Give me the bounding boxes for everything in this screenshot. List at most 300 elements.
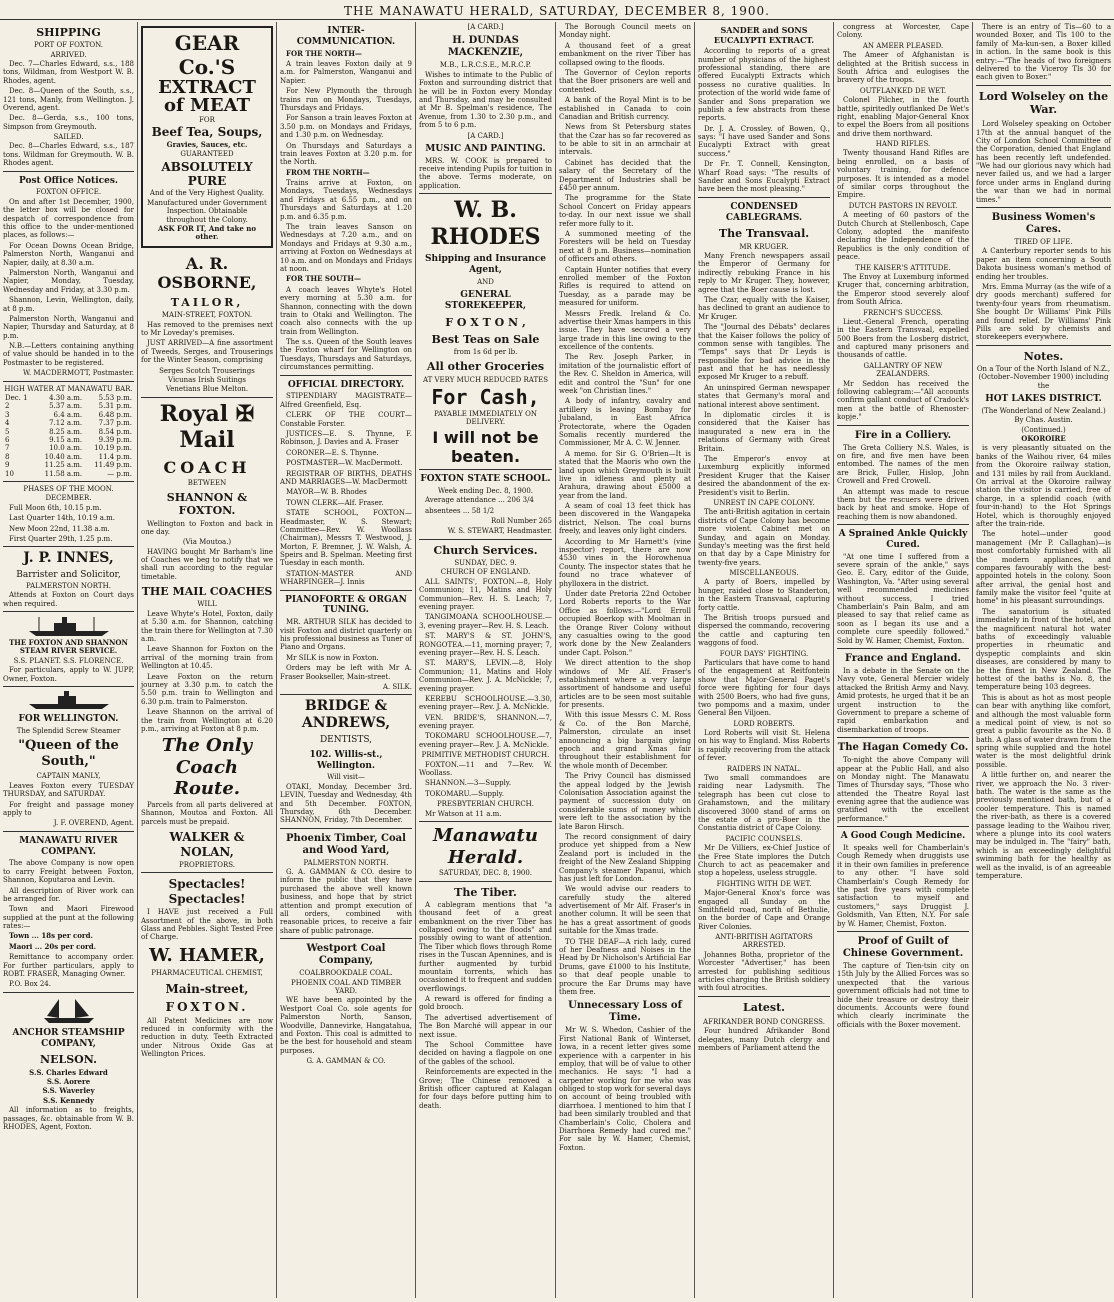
news-item: With this issue Messrs C. M. Ross & Co. of the Bon Marché, Palmerston, circulate an inset announcing a big bargain giving epoch and grand Xmas fair throughout their establishment for the whole month of December. xyxy=(559,711,691,770)
continued: (Continued.) xyxy=(1021,425,1066,434)
tide-row xyxy=(3,470,134,478)
cable-text: Lord Roberts will visit St. Helena on his way to England. Miss Roberts is rapidly recovering from the attack of fever. xyxy=(698,729,830,763)
outflanked-heading: OUTFLANKED DE WET. xyxy=(859,86,947,95)
news-item: A seam of coal 13 feet thick has been discovered in the Wangapeka district, Nelson. The coal burns freely, and leaves only light cinders. xyxy=(559,502,691,536)
service-entry: ALL SAINTS', FOXTON.—8, Holy Communion; 11, Matins and Holy Communion—Rev. H. S. Leach; 7, evening prayer. xyxy=(419,577,552,612)
rhodes-town: F O X T O N , xyxy=(445,315,526,329)
coach-text: Wellington to Foxton and back in one day. xyxy=(141,519,273,536)
section-label: FROM THE NORTH— xyxy=(286,167,370,177)
service-entry: Mr Watson at 11 a.m. xyxy=(425,809,502,818)
divider xyxy=(837,826,969,827)
freight-note: For freight and passage money apply to xyxy=(3,800,134,817)
moon-heading: PHASES OF THE MOON. xyxy=(23,484,114,493)
service-entry: TOKOMARU SCHOOLHOUSE.—7, evening prayer—Rev. J. A. McNickle. xyxy=(419,732,552,749)
tide-cell: 11.4 p.m. xyxy=(98,452,132,461)
westport-text: WE have been appointed by the Westport Coal Co. sole agents for Palmerston North, Sanson, Woodville, Dannevirke, Hangatahua, and Foxton. This coal is admitted to be the best for household and steam purposes. xyxy=(280,996,412,1055)
divider xyxy=(280,828,412,829)
teas-heading: Best Teas on Sale xyxy=(431,332,540,346)
will-label: WILL xyxy=(197,600,217,609)
divider xyxy=(280,938,412,939)
train-text: The s.s. Queen of the South leaves the Foxton wharf for Wellington on Tuesdays, Thursdays and Saturdays, circumstances permitting. xyxy=(280,338,412,372)
tide-cell: 11.25 a.m. xyxy=(44,461,83,470)
church-date: SUNDAY, DEC. 9. xyxy=(454,559,517,568)
moon-item: New Moon 22nd, 11.38 a.m. xyxy=(9,524,110,533)
post-notice: Shannon, Levin, Wellington, daily, at 8 p.m. xyxy=(3,296,134,313)
school-stat: Average attendance ... 206 3/4 xyxy=(425,496,534,505)
hand-rifles-heading: HAND RIFLES. xyxy=(875,140,931,149)
latest-heading: Latest. xyxy=(742,1000,786,1014)
article-text: It speaks well for Chamberlain's Cough Remedy when druggists use it in their own families in preference to any other. "I have sold Chamberlain's Cough Remedy for the past five years with complete satisfaction to myself and customers," says Druggist J. Goldsmith, Van Etten, N.Y. For sale by W. Hamer, Chemist, Foxton. xyxy=(837,844,969,928)
arrival-item: Dec. 8—Gerda, s.s., 100 tons, Simpson from Greymouth. xyxy=(3,114,134,131)
pacific-heading: PACIFIC COUNSELS. xyxy=(725,834,803,843)
gear-pure: ABSOLUTELY PURE xyxy=(161,159,253,188)
divider xyxy=(976,345,1111,346)
osborne-text: JUST ARRIVED—A fine assortment of Tweeds, Serges, and Trouserings for the Winter Season, comprising xyxy=(141,339,273,365)
post-notice: N.B.—Letters containing anything of value should be handed in to the Postmaster to be registered. xyxy=(3,342,134,367)
coach-title: COACH xyxy=(163,457,251,477)
okoroire-heading: OKOROIRE xyxy=(1021,434,1066,444)
article-text: The School Committee have decided on having a flagpole on one of the gables of the school. xyxy=(419,1041,552,1066)
tide-cell: 5.53 p.m. xyxy=(98,394,132,403)
article-text: To-night the above Company will appear at the Public Hall, and also on Monday night. The Manawatu Times of Thursday says, "Those who attended the Theatre Royal last evening agree that the audience was gratified with the excellent performance." xyxy=(837,756,969,823)
train-text: On Thursdays and Saturdays a train leaves Foxton at 3.20 p.m. for the North. xyxy=(280,141,412,167)
article-text: An attempt was made to rescue them but the rescuers were driven back by heat and smoke. Hope of reaching them is now abandoned. xyxy=(837,487,969,521)
will-visit: Will visit— xyxy=(327,773,365,782)
proof-heading: Proof of Guilt of Chinese Government. xyxy=(842,935,964,959)
divider xyxy=(837,648,969,649)
coach-text: Leave Foxton on the return journey at 3.30 p.m. to catch the 5.50 p.m. train to Wellington and 6.30 p.m. train to Palmerston. xyxy=(141,672,273,706)
herald-nameplate: Manawatu Herald. xyxy=(433,825,538,868)
coach-text: Leave Shannon on the arrival of the train from Wellington at 6.20 p.m., arriving at Foxton at 8 p.m. xyxy=(141,708,273,733)
news-item: TO THE DEAF—A rich lady, cured of her Deafness and Noises in the Head by Dr Nicholson's Artificial Ear Drums, gave £1000 to his Institute, so that deaf people unable to procure the Ear Drums may have them free. xyxy=(559,937,691,996)
cable-text: Mr De Villiers, ex-Chief Justice of the Free State implores the Dutch Church to act as peacemaker and stop a hopeless, useless struggle. xyxy=(698,844,830,878)
news-item: The Borough Council meets on Monday night. xyxy=(559,23,691,40)
cable-text: Major-General Knox's force was engaged all Sunday on the Smithfield road, north of Bethulie, on the border of Cape and Orange River Colonies. xyxy=(698,889,830,931)
cable-text: congress at Worcester, Cape Colony. xyxy=(837,23,969,40)
column-5 xyxy=(556,22,694,1300)
divider xyxy=(3,831,134,832)
music-text: MRS. W. COOK is prepared to receive intending Pupils for tuition in the above. Terms moderate, on application. xyxy=(419,156,552,190)
article-text: Reinforcements are expected in the Grove; The Chinese removed a British officer captured at Kalagan for four days before putting him to death. xyxy=(419,1068,552,1110)
tide-cell: 11.49 p.m. xyxy=(94,461,132,470)
tide-row xyxy=(3,428,134,436)
tide-cell: 7.37 p.m. xyxy=(98,419,132,428)
coach-text: HAVING bought Mr Barham's line of Coaches we beg to notify that we shall run according to the regular timetable. xyxy=(141,547,273,581)
column-6 xyxy=(695,22,833,1300)
sailing-ship-icon xyxy=(39,996,99,1024)
tide-cell: 2 xyxy=(5,402,10,411)
tide-cell: 5.31 p.m. xyxy=(98,402,132,411)
news-item: Cabinet has decided that the salary of the Secretary of the Department of Industries shall be £450 per annum. xyxy=(559,158,691,193)
service-entry: TOKOMARU.—Supply. xyxy=(425,789,504,798)
cable-text: Many French newspapers assail the Emperor of Germany for indirectly rebuking France in his reply to Mr Kruger. They, however, agree that the Boer cause is lost. xyxy=(698,252,830,294)
masthead: THE MANAWATU HERALD, SATURDAY, DECEMBER 8, 1900. xyxy=(0,0,1114,20)
arrived-heading: ARRIVED. xyxy=(50,50,87,59)
firewood-rate: Maori ... 20s per cord. xyxy=(9,941,97,951)
gear-quality: And of the Very Highest Quality. xyxy=(149,189,265,198)
mackenzie-name: H. DUNDAS MACKENZIE, xyxy=(447,35,524,59)
divider xyxy=(698,197,830,198)
coe-heading: CHURCH OF ENGLAND. xyxy=(440,568,531,577)
gear-inspection: Manufactured under Government Inspection. Obtainable throughout the Colony. xyxy=(147,198,267,224)
gear-extract: EXTRACT xyxy=(158,77,256,98)
cable-text: Four hundred Afrikander Bond delegates, many Dutch clergy and members of Parliament attend the xyxy=(698,1027,830,1053)
article-text: A reward is offered for finding a gold brooch. xyxy=(419,995,552,1012)
gear-guaranteed: GUARANTEED xyxy=(180,150,234,159)
coach-text: Leave Whyte's Hotel, Foxton, daily at 5.30 a.m. for Shannon, catching the train there for Wellington at 7.30 a.m. xyxy=(141,609,273,643)
divider xyxy=(3,992,134,993)
hot-lakes-heading: HOT LAKES DISTRICT. xyxy=(985,394,1102,405)
piano-heading: PIANOFORTE & ORGAN TUNING. xyxy=(285,594,407,616)
service-entry: VEN. BRIDE'S, SHANNON.—7, evening prayer. xyxy=(419,713,552,731)
divider xyxy=(419,821,552,822)
tide-cell: 10.19 p.m. xyxy=(94,444,132,453)
divider xyxy=(419,193,552,194)
piano-text: Mr SILK is now in Foxton. xyxy=(286,653,379,662)
phoenix-yard: PHOENIX COAL AND TIMBER YARD. xyxy=(291,978,401,995)
column-4 xyxy=(416,22,555,1300)
unrest-heading: UNREST IN CAPE COLONY. xyxy=(713,498,815,507)
phoenix-location: PALMERSTON NORTH. xyxy=(303,858,389,867)
piano-text: MR. ARTHUR SILK has decided to visit Foxton and district quarterly on his professional business as Tuner of Piano and Organs. xyxy=(280,618,412,652)
train-text: Trains arrive at Foxton, on Mondays, Tuesdays, Wednesdays and Fridays at 6.55 p.m., and on Thursdays and Saturdays at 1.20 p.m. and 6.35 p.m. xyxy=(280,179,412,221)
shannon-foxton: SHANNON & FOXTON. xyxy=(166,491,248,518)
innes-name: J. P. INNES, xyxy=(23,550,114,567)
directory-entry: REGISTRAR OF BIRTHS, DEATHS AND MARRIAGES—W. MacDermott xyxy=(280,469,412,486)
methodist-heading: PRIMITIVE METHODIST CHURCH. xyxy=(421,751,550,760)
divider xyxy=(3,546,134,547)
inter-communication-heading: INTER-COMMUNICATION. xyxy=(296,26,396,47)
french-heading: FRENCH'S SUCCESS. xyxy=(863,308,943,317)
mail-coaches: THE MAIL COACHES xyxy=(141,585,273,599)
unnecessary-heading: Unnecessary Loss of Time. xyxy=(568,1000,682,1024)
tide-cell: 10.0 a.m. xyxy=(49,444,83,453)
tide-cell: 11.58 a.m. xyxy=(44,469,83,478)
moon-item: Last Quarter 14th, 10.19 a.m. xyxy=(9,514,115,523)
arrival-item: Dec. 7—Charles Edward, s.s., 188 tons, Wildman, from Westport W. B. Rhodes, agent. xyxy=(3,59,134,85)
service-entry: FOXTON.—11 and 7—Rev. W. Woollass. xyxy=(419,760,552,778)
river-service-contact: For particulars, apply to W. JUPP, Owner, Foxton. xyxy=(3,666,134,683)
tide-cell: 8.25 a.m. xyxy=(49,427,83,436)
sailing-days: Leaves Foxton every TUESDAY THURSDAY, and SATURDAY. xyxy=(3,781,134,799)
four-days-heading: FOUR DAYS' FIGHTING. xyxy=(719,649,809,658)
payable-note: PAYABLE IMMEDIATELY ON DELIVERY. xyxy=(433,409,538,427)
divider xyxy=(280,590,412,591)
eucalypti-text: Dr Fr. T. Connell, Kensington, Wharf Road says: "The results of Sander and Sons Eucalypti Extract have been the most pleasing." xyxy=(698,160,830,194)
presbyterian-heading: PRESBYTERIAN CHURCH. xyxy=(436,800,535,809)
divider xyxy=(837,524,969,525)
post-notice: Palmerston North, Wanganui and Napier, Thursday and Saturday, at 8 p.m. xyxy=(3,314,134,340)
osborne-fabric: Serges Scotch Trouserings xyxy=(159,366,255,375)
tide-cell: 3 xyxy=(5,410,10,419)
tide-cell: 5.37 a.m. xyxy=(49,402,83,411)
divider xyxy=(419,881,552,882)
transvaal-heading: The Transvaal. xyxy=(718,227,810,241)
news-item: A thousand feet of a great embankment on the river Tiber has collapsed owing to the floods. xyxy=(559,41,691,67)
article-text: The capture of Tien-tsin city on 15th July by the Allied Forces was so unexpected that the various government officials had not time to hide their treasure or destroy their documents. Accounts were found which clearly incriminate the officials with the Boxer movement. xyxy=(837,961,969,1029)
river-company-heading: MANAWATU RIVER COMPANY. xyxy=(19,835,118,857)
osborne-fabric: Venetians Blue Melton. xyxy=(165,385,249,394)
train-text: A coach leaves Whyte's Hotel every morning at 5.30 a.m. for Shannon, connecting with the down train to Otaki and Wellington. The coach also connects with the up train from Wellington. xyxy=(280,285,412,336)
hamer-trade: PHARMACEUTICAL CHEMIST, xyxy=(151,969,263,978)
school-signature: W. S. STEWART, Headmaster. xyxy=(447,527,552,536)
cable-text: Particulars that have come to hand of the engagement at Reitfontein show that Major-General Paget's force were fighting for four days with 2500 Boers, who had five guns, two pompoms and a maxim, under General Ben Viljoen. xyxy=(698,658,830,718)
school-stat: absentees ... 58 1/2 xyxy=(425,506,495,515)
afrikander-heading: AFRIKANDER BOND CONGRESS. xyxy=(703,1018,825,1026)
divider xyxy=(976,85,1111,86)
rhodes-name: W. B. RHODES xyxy=(430,197,541,250)
moon-month: DECEMBER. xyxy=(45,494,92,503)
school-week: Week ending Dec. 8, 1900. xyxy=(437,486,534,495)
hamer-town: FOXTON. xyxy=(165,1000,249,1015)
service-entry: ST. MARY'S, LEVIN.—8, Holy Communion; 11, Matins and Holy Communion—Rev. J. A. McNickle; 7, evening prayer. xyxy=(419,659,552,693)
train-text: For Sanson a train leaves Foxton at 3.50 p.m. on Mondays and Fridays, and 1.30 p.m. on Wednesday. xyxy=(280,114,412,140)
news-item: The Privy Council has dismissed the appeal lodged by the Jewish Colonisation Association against the payment of succession duty on considerable sums of money which were left to the association by the late Baron Hirsch. xyxy=(559,772,691,831)
teas-price: from 1s 6d per lb. xyxy=(453,348,518,356)
news-item: A memo. for Sir G. O'Brien—It is stated that the Maoris who own the land upon which Greymouth is built live in idleness and plenty at Arahura, drawing about £5000 a year from the land. xyxy=(559,449,691,500)
news-item: Messrs Fredk. Ireland & Co. advertise their Xmas hampers in this issue. They have secured a very large trade in this line owing to the excellence of the contents. xyxy=(559,309,691,352)
tide-cell: 5 xyxy=(5,427,10,436)
osborne-name: A. R. OSBORNE, xyxy=(157,253,257,292)
tide-row xyxy=(3,411,134,419)
column-1 xyxy=(0,22,137,1300)
anchor-heading: ANCHOR STEAMSHIP COMPANY, xyxy=(12,1027,125,1049)
via-moutoa: (Via Moutoa.) xyxy=(182,538,232,547)
cough-heading: A Good Cough Medicine. xyxy=(840,831,966,842)
phoenix-heading: Phoenix Timber, Coal and Wood Yard, xyxy=(286,832,406,856)
tide-cell: 7 xyxy=(5,444,10,453)
tide-row xyxy=(3,444,134,452)
kaiser-heading: THE KAISER'S ATTITUDE. xyxy=(855,263,951,272)
gear-beef-tea: Beef Tea, Soups, xyxy=(151,125,263,140)
tide-cell: 9.15 a.m. xyxy=(49,436,83,444)
tide-cell: 9.39 p.m. xyxy=(98,436,132,444)
innes-location: PALMERSTON NORTH. xyxy=(26,581,111,590)
not-beaten: I will not be beaten. xyxy=(432,427,539,466)
divider xyxy=(141,872,273,873)
and-label: AND xyxy=(477,277,494,286)
only-coach-route: The Only Coach Route. xyxy=(161,735,253,800)
tide-row xyxy=(3,461,134,469)
cable-text: The British troops pursued and dispersed the commando, recovering the cattle and capturing ten waggons of food. xyxy=(698,614,830,648)
tide-cell: 8.54 p.m. xyxy=(98,427,132,436)
wellington-heading: FOR WELLINGTON. xyxy=(18,714,119,725)
directory-entry: STATION-MASTER AND WHARFINGER—J. Innis xyxy=(280,569,412,587)
tired-of-life: TIRED OF LIFE. xyxy=(1014,238,1073,247)
service-entry: TANGIMOANA SCHOOLHOUSE.—3, evening prayer—Rev. H. S. Leach. xyxy=(419,613,552,630)
gear-of-meat: of MEAT xyxy=(163,95,251,116)
column-7 xyxy=(834,22,972,1300)
school-stat: Roll Number 265 xyxy=(490,517,552,526)
church-heading: Church Services. xyxy=(433,543,538,557)
cable-text: The "Journal des Débats" declares that the Kaiser follows the policy of common sense with tangibles. The "Temps" says that Dr Leyds is responsible for bad advice in the past and that he has needlessly exposed Mr Kruger to a rebuff. xyxy=(698,323,830,382)
ankle-heading: A Sprained Ankle Quickly Cured. xyxy=(838,529,968,550)
tide-cell: Dec. 1 xyxy=(5,394,28,403)
article-text: The hotel—under good management (Mr P. Callaghan)—is most comfortably furnished with all the modern appliances, and compares favourably with the best-appointed hotels in the colony. Soon after arrival, the genial host and family make the visitor feel "quite at home" in his pleasant surroundings. xyxy=(976,530,1111,606)
cable-text: The Czar, equally with the Kaiser, has declined to grant an audience to Mr Kruger. xyxy=(698,295,830,321)
coalbrook-label: COALBROOKDALE COAL. xyxy=(299,969,393,978)
shipping-heading: SHIPPING xyxy=(36,26,101,39)
cable-text: A party of Boers, impelled by hunger, raided close to Standerton, in the Eastern Transvaal, capturing forty cattle. xyxy=(698,578,830,612)
article-text: A Canterbury reporter sends to his paper an item concerning a South Dakota business woman's method of ending her troubles. xyxy=(976,247,1111,281)
directory-entry: MAYOR—W. B. Rhodes xyxy=(286,488,367,497)
cable-text: Mr Seddon has received the following cablegram:—"All accounts confirm gallant conduct of Cradock's men at the battle of Rhenoster-kopje." xyxy=(837,379,969,422)
article-text: A cablegram mentions that "a thousand feet of a great embankment on the river Tiber has collapsed owing to the floods" and possibly owing to want of attention. The Tiber which flows through Rome rises in the Tuscan Apennines, and is further augmented by turbid mountain torrents, which has occasioned it to frequent and sudden overflowings. xyxy=(419,900,552,993)
directory-entry: JUSTICES—E. S. Thynne, F. Robinson, J. Davies and A. Fraser xyxy=(280,430,412,447)
cable-text: Two small commandoes are raiding near Ladysmith. The telegraph has been cut close to Grahamstown, and the military discovered 3000 stand of arms on the estate of a pro-Boer in the Constantia district of Cape Colony. xyxy=(698,774,830,833)
column-3 xyxy=(277,22,415,1300)
divider xyxy=(141,397,273,398)
article-text: "At one time I suffered from a severe sprain of the ankle," says Geo. E. Cary, editor of the Guide, Washington, Va. "After using several well recommended medicines without success, I tried Chamberlain's Pain Balm, and am pleased to say that relief came as soon as I began its use and a complete cure speedily followed." Sold by W. Hamer, Chemist, Foxton. xyxy=(837,552,969,645)
river-company-text: Remittance to accompany order. For further particulars, apply to ROBT. FRASER, Managing Owner. xyxy=(3,953,134,979)
divider xyxy=(837,425,969,426)
cable-text: Lieut.-General French, operating in the Eastern Transvaal, expelled 500 Boers from the Losberg district, and captured many prisoners and thousands of cattle. xyxy=(837,317,969,360)
tide-cell: 6.4 a.m. xyxy=(53,410,83,419)
article-text: Mrs. Emma Murray (as the wife of a dry goods merchant) suffered for twenty-four years from rheumatism. She bought Dr Williams' Pink Pills and found relief. Dr Williams' Pink Pills are sold by chemists and storekeepers everywhere. xyxy=(976,282,1111,342)
post-notice: Palmerston North, Wanganui and Napier, Monday, Tuesday, Wednesday and Friday, at 3.30 p.m. xyxy=(3,268,134,294)
queen-of-the-south: "Queen of the South," xyxy=(18,738,119,769)
news-item: Captain Hunter notifies that every enrolled member of the Foxton Rifles is required to attend on Tuesday, as a parade may be measured for uniform. xyxy=(559,265,691,308)
article-text: This is about as hot as most people can bear with anything like comfort, and although the most valuable form a medical point of view, is not so great a public favourite as the No. 8 bath. A glass of water drawn from the spring while supplied and the hotel water is the most delightful drink possible. xyxy=(976,693,1111,769)
article-text: In a debate in the Senate on the Navy vote, General Mercier widely attacked the British Army and Navy. Amid protests, he urged that it be an urgent instruction to the Government to prepare a scheme of rapid embarkation and disembarkation of troops. xyxy=(837,666,969,734)
news-item: A body of infantry, cavalry and artillery is leaving Bombay for Jubaland, in East Africa Protectorate, where the Ogaden Somalis recently murdered the Commissioner, Mr A. C. W. Jenner. xyxy=(559,397,691,448)
ameer-heading: AN AMEER PLEASED. xyxy=(862,41,944,50)
tide-cell: 10 xyxy=(5,469,14,478)
steamer-icon xyxy=(24,615,114,637)
gear-ask: ASK FOR IT, And take no other. xyxy=(157,223,257,242)
tide-row xyxy=(3,394,134,402)
card-label: [A CARD.] xyxy=(467,23,504,31)
article-text: The Greta Colliery N.S. Wales, is on fire, and five men have been entombed. The names of the men are Brick, Fuller, Hislop, John Crowell and Fred Crowell. xyxy=(837,443,969,486)
arrival-item: Dec. 8—Queen of the South, s.s., 121 tons, Manly, from Wellington. J. Overend, agent. xyxy=(3,87,134,112)
hagan-heading: The Hagan Comedy Co. xyxy=(837,742,969,754)
article-text: The sanatorium is situated immediately in front of the hotel, and the magnificent natural hot water baths of exceedingly valuable properties in rheumatic and dyspeptic complaints and skin diseases, are considered by many to be the finest in New Zealand. The hottest of the baths is No. 8, the temperature being 103 degrees. xyxy=(976,607,1111,692)
po-box: P.O. Box 24. xyxy=(9,980,51,989)
osborne-location: MAIN-STREET, FOXTON. xyxy=(161,311,253,320)
hamer-name: W. HAMER, xyxy=(149,944,265,966)
osborne-fabric: Vicunas Irish Suitings xyxy=(168,375,246,384)
proprietors: PROPRIETORS. xyxy=(178,861,236,870)
official-directory-heading: OFFICIAL DIRECTORY. xyxy=(287,379,405,390)
osborne-text: Has removed to the premises next to Mr Loveday's premises. xyxy=(141,320,273,338)
tide-row xyxy=(3,436,134,444)
dutch-pastors-heading: DUTCH PASTORS IN REVOLT. xyxy=(848,201,958,210)
news-item: News from St Petersburg states that the Czar has so far recovered as to be able to sit in an armchair at intervals. xyxy=(559,123,691,157)
news-item: We would advise our readers to carefully study the altered advertisement of Mr Alf. Fraser's in another column. It will be seen that he has a great assortment of goods suitable for the Xmas trade. xyxy=(559,885,691,936)
river-company-text: The above Company is now open to carry Freight between Foxton, Shannon, Koputaroa and Levin. xyxy=(3,859,134,885)
directory-entry: POSTMASTER—W. MacDermott. xyxy=(286,459,403,468)
cable-text: An uninspired German newspaper states that Germany's moral and national interest above sentiment. xyxy=(698,383,830,409)
port-heading: PORT OF FOXTON. xyxy=(33,41,104,50)
piano-text: Orders may be left with Mr A. Fraser Bookseller, Main-street. xyxy=(280,664,412,681)
post-notice: For Ocean Downs Ocean Bridge, Palmerston North, Wanganui and Napier, daily, at 8.30 a.m. xyxy=(3,241,134,267)
eucalypti-heading: SANDER and SONS EUCALYPTI EXTRACT. xyxy=(713,25,815,45)
cable-text: The anti-British agitation in certain districts of Cape Colony has become more violent. Cabinet met on Sunday, and again on Monday. Sunday's meeting was the first held on that day by a Cape Ministry for twenty-five years. xyxy=(698,508,830,567)
gear-for: FOR xyxy=(199,116,215,124)
parcels-note: Parcels from all parts delivered at Shannon, Moutoa and Foxton. All parcels must be prepaid. xyxy=(141,801,273,826)
osborne-trade: TAILOR, xyxy=(170,296,244,310)
divider xyxy=(837,931,969,932)
tide-cell: 4 xyxy=(5,419,10,428)
card-label: [A CARD.] xyxy=(467,131,504,140)
river-company-text: Town and Maori Firewood supplied at the punt at the following rates:— xyxy=(3,905,134,931)
news-item: A summoned meeting of the Foresters will be held on Tuesday next at 8 p.m. Business—nomination of officers and others. xyxy=(559,229,691,264)
tide-row xyxy=(3,453,134,461)
news-item: The Governor of Ceylon reports that the Boer prisoners are well and contented. xyxy=(559,68,691,94)
between-label: BETWEEN xyxy=(187,478,227,487)
raiders-heading: RAIDERS IN NATAL. xyxy=(726,764,802,773)
article-text: The advertised advertisement of The Bon Marché will appear in our next issue. xyxy=(419,1013,552,1039)
article-text: A little further on, and nearer the river, we approach the No. 3 river-bath. The water is the same as the previously mentioned bath, but of a cooler temperature. This is named the river-bath, as there is a covered passage leading to the Waihou river, where a plunge into its cool waters may be indulged in. The "fairy" bath, which is an exceedingly delightful swimming bath for the healthy as well as the invalid, is of an agreeable temperature. xyxy=(976,771,1111,880)
divider xyxy=(837,737,969,738)
column-8 xyxy=(973,22,1114,1300)
tide-cell: 4.30 a.m. xyxy=(49,394,83,403)
article-text: is very pleasantly situated on the banks of the Waihou river, 64 miles from the Okoroire railway station, and 131 miles by rail from Auckland. On arrival at the Okoroire railway station the visitor is carried, free of charge, in a splendid coach (with four-in-hand) to the Hot Springs Hotel, which is thoroughly enjoyed after the train-ride. xyxy=(976,444,1111,528)
divider xyxy=(419,539,552,540)
nelson-heading: NELSON. xyxy=(40,1053,97,1067)
tide-cell: 10.40 a.m. xyxy=(44,452,83,461)
cable-text: The Envoy at Luxemburg informed Kruger that, concerning arbitration, the Emperor stood severely aloof from South Africa. xyxy=(837,272,969,307)
dentist-address: 102. Willis-st., Wellington. xyxy=(309,749,383,771)
hamer-text: All Patent Medicines are now reduced in conformity with the reduction in duty. Teeth Extracted under Nitrous Oxide Gas at Wellington Prices. xyxy=(141,1016,273,1059)
splendid-steamer: The Splendid Screw Steamer xyxy=(16,726,121,735)
innes-title: Barrister and Solicitor, xyxy=(16,570,121,581)
sailed-heading: SAILED. xyxy=(53,133,84,142)
anchor-ship: S.S. Kennedy xyxy=(43,1095,94,1105)
gallantry-heading: GALLANTRY OF NEW ZEALANDERS. xyxy=(863,361,943,379)
article-text: There is an entry of Tis—60 to a wounded Boxer, and Tls 100 to the family of Ma-kun-sen, a Boxer killed in action. In the same book is this entry:—"The heads of two foreigners delivered to the Viceroy Tls 30 for each given to Boxer." xyxy=(976,23,1111,82)
tide-cell: — p.m. xyxy=(107,469,132,478)
column-2 xyxy=(138,22,276,1300)
cable-text: The Emperor's envoy at Luxemburg explicitly informed President Kruger that the Kaiser desired the abandonment of the ex-President's visit to Berlin. xyxy=(698,454,830,497)
kruger-heading: MR KRUGER. xyxy=(739,242,789,251)
news-item: We direct attention to the shop windows of Mr Alf. Fraser's establishment where a very large assortment of handsome and useful articles are to be seen most suitable for presents. xyxy=(559,659,691,710)
captain-name: CAPTAIN MANLY, xyxy=(36,772,101,781)
gear-extract-ad xyxy=(141,26,273,248)
cablegrams-heading: CONDENSED CABLEGRAMS. xyxy=(725,201,803,223)
walker-nolan: WALKER & NOLAN, xyxy=(169,830,245,859)
train-text: A train leaves Foxton daily at 9 a.m. for Palmerston, Wanganui and Napier. xyxy=(280,59,412,85)
for-cash: For Cash, xyxy=(431,384,540,409)
divider xyxy=(3,381,134,382)
service-entry: ST. MARY'S & ST. JOHN'S, RONGOTEA.—11, morning prayer; 7, evening prayer—Rev. H. S. Leach. xyxy=(419,632,552,657)
postmaster-signature: W. MACDERMOTT, Postmaster. xyxy=(23,369,134,378)
tide-row xyxy=(3,402,134,410)
directory-entry: STATE SCHOOL, FOXTON—Headmaster, W. S. Stewart; Committee—Rev. W. Woollass (Chairman), Messrs T. Westwood, J. Morton, F. Bremner, J. W. Walsh, A. Speirs and B. Spelman. Meeting first Tuesday in each month. xyxy=(280,509,412,568)
divider xyxy=(280,694,412,695)
eucalypti-text: Dr. J. A. Crossley. of Bowen, Q., says: "I have used Sander and Sons Eucalypti Extract with great success." xyxy=(698,124,830,158)
groceries-rates: AT VERY MUCH REDUCED RATES xyxy=(422,375,549,384)
directory-entry: STIPENDIARY MAGISTRATE—Alfred Greenfield, Esq. xyxy=(280,392,412,409)
rhodes-trade: Shipping and Insurance Agent, xyxy=(425,254,546,275)
tide-heading: HIGH WATER AT MANAWATU BAR. xyxy=(4,384,133,393)
tide-table xyxy=(3,394,134,478)
gear-title: GEAR Co.'S xyxy=(174,31,240,79)
divider xyxy=(3,686,134,687)
anti-british-heading: ANTI-BRITISH AGITATORS ARRESTED. xyxy=(715,933,813,950)
cable-text: Johannes Botha, proprietor of the Worcester "Advertiser," has been arrested for publishing seditious articles charging the British soldiery with foul atrocities. xyxy=(698,950,830,993)
anchor-ship: S.S. Charles Edward xyxy=(29,1067,108,1077)
news-item: The programme for the State School Concert on Friday appears to-day. In our next issue we shall refer more fully to it. xyxy=(559,194,691,228)
moon-item: Full Moon 6th, 10.15 p.m. xyxy=(9,503,102,512)
steamer-icon xyxy=(24,690,114,710)
tide-cell: 6 xyxy=(5,436,10,444)
dentists-label: DENTISTS, xyxy=(319,734,373,745)
section-label: FOR THE NORTH— xyxy=(286,48,362,58)
moon-item: First Quarter 29th, 1.25 p.m. xyxy=(9,534,113,543)
divider xyxy=(280,375,412,376)
business-women-heading: Business Women's Cares. xyxy=(991,212,1096,236)
